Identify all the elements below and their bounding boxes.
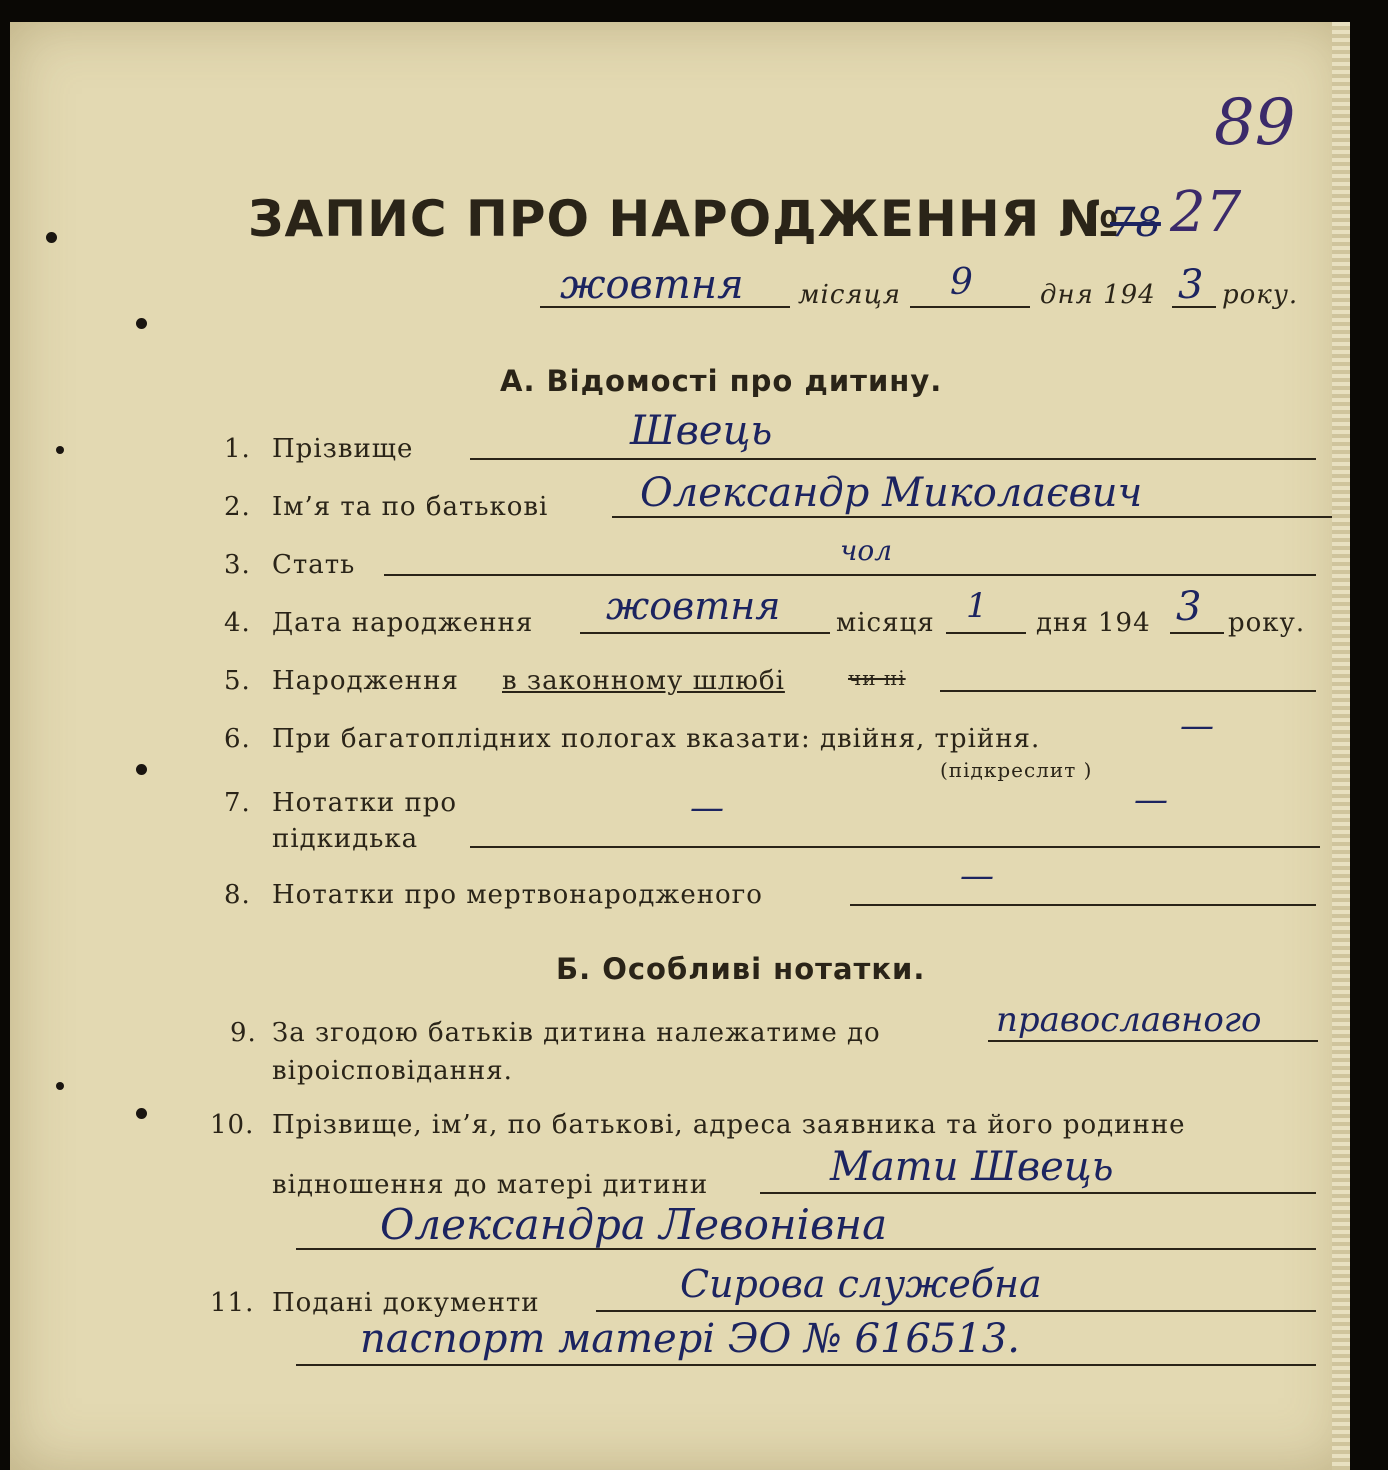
field-3-label: Стать [272,550,356,580]
punch-hole [136,318,147,329]
field-10-number: 10. [210,1110,255,1140]
field-4-year-handwritten: 3 [1176,584,1202,630]
field-7-label-2: підкидька [272,824,419,854]
field-6-value: — [1180,706,1214,746]
record-number-struck: 78 [1110,200,1161,246]
field-4-year-label: року. [1228,608,1306,638]
field-3-value: чол [840,534,893,567]
field-4-day-label: дня 194 [1036,608,1151,638]
field-4-month-label: місяця [836,608,935,638]
field-4-month-handwritten: жовтня [606,584,781,628]
field-8-value: — [960,856,994,896]
field-9-label-2: віроісповідання. [272,1056,513,1086]
field-3-number: 3. [224,550,251,580]
date-month-label: місяця [798,280,902,310]
section-b-heading: Б. Особливі нотатки. [556,952,926,986]
field-9-number: 9. [230,1018,257,1048]
punch-hole [136,764,147,775]
field-1-number: 1. [224,434,251,464]
field-5-underlined: в законному шлюбі [502,666,785,696]
binding-edge [1332,22,1350,1470]
date-month-handwritten: жовтня [560,262,744,308]
field-7-value-2: — [1134,780,1168,820]
field-2-number: 2. [224,492,251,522]
punch-hole [56,1082,64,1090]
field-11-value: Сирова служебна [680,1262,1042,1306]
field-10-value-2: Олександра Левонівна [380,1200,888,1249]
archive-number: 89 [1214,86,1296,160]
field-7-number: 7. [224,788,251,818]
field-10-value: Мати Швець [830,1144,1114,1190]
punch-hole [136,1108,147,1119]
date-day-label: дня 194 [1040,280,1156,310]
field-7-label: Нотатки про [272,788,458,818]
field-5-struck: чи ні [848,666,906,690]
field-5-label: Народження [272,666,459,696]
field-11-value-2: паспорт матері ЭО № 616513. [360,1316,1020,1362]
field-4-number: 4. [224,608,251,638]
field-4-day-handwritten: 1 [966,586,988,626]
field-5-number: 5. [224,666,251,696]
field-11-label: Подані документи [272,1288,540,1318]
field-2-label: Ім’я та по батькові [272,492,549,522]
record-number: 27 [1170,180,1242,245]
field-10-label-2: відношення до матері дитини [272,1170,709,1200]
date-day-handwritten: 9 [950,262,973,303]
field-9-label: За згодою батьків дитина належатиме до [272,1018,881,1048]
date-year-label: року. [1222,280,1299,310]
field-1-value: Швець [630,408,773,454]
punch-hole [56,446,64,454]
page-title: ЗАПИС ПРО НАРОДЖЕННЯ № [248,190,1120,248]
field-6-number: 6. [224,724,251,754]
field-2-value: Олександр Миколаєвич [640,470,1143,516]
punch-hole [46,232,57,243]
date-year-handwritten: 3 [1178,262,1204,308]
field-8-number: 8. [224,880,251,910]
field-8-label: Нотатки про мертвонародженого [272,880,763,910]
field-10-label: Прізвище, ім’я, по батькові, адреса заявника та його родинне [272,1110,1186,1140]
field-9-value: православного [996,1000,1262,1040]
field-6-label: При багатоплідних пологах вказати: двійня, трійня. [272,724,1041,754]
section-a-heading: А. Відомості про дитину. [500,364,943,398]
field-1-label: Прізвище [272,434,414,464]
field-6-note: (підкреслит ) [940,758,1093,782]
field-11-number: 11. [210,1288,255,1318]
field-4-label: Дата народження [272,608,534,638]
field-7-value: — [690,788,724,828]
